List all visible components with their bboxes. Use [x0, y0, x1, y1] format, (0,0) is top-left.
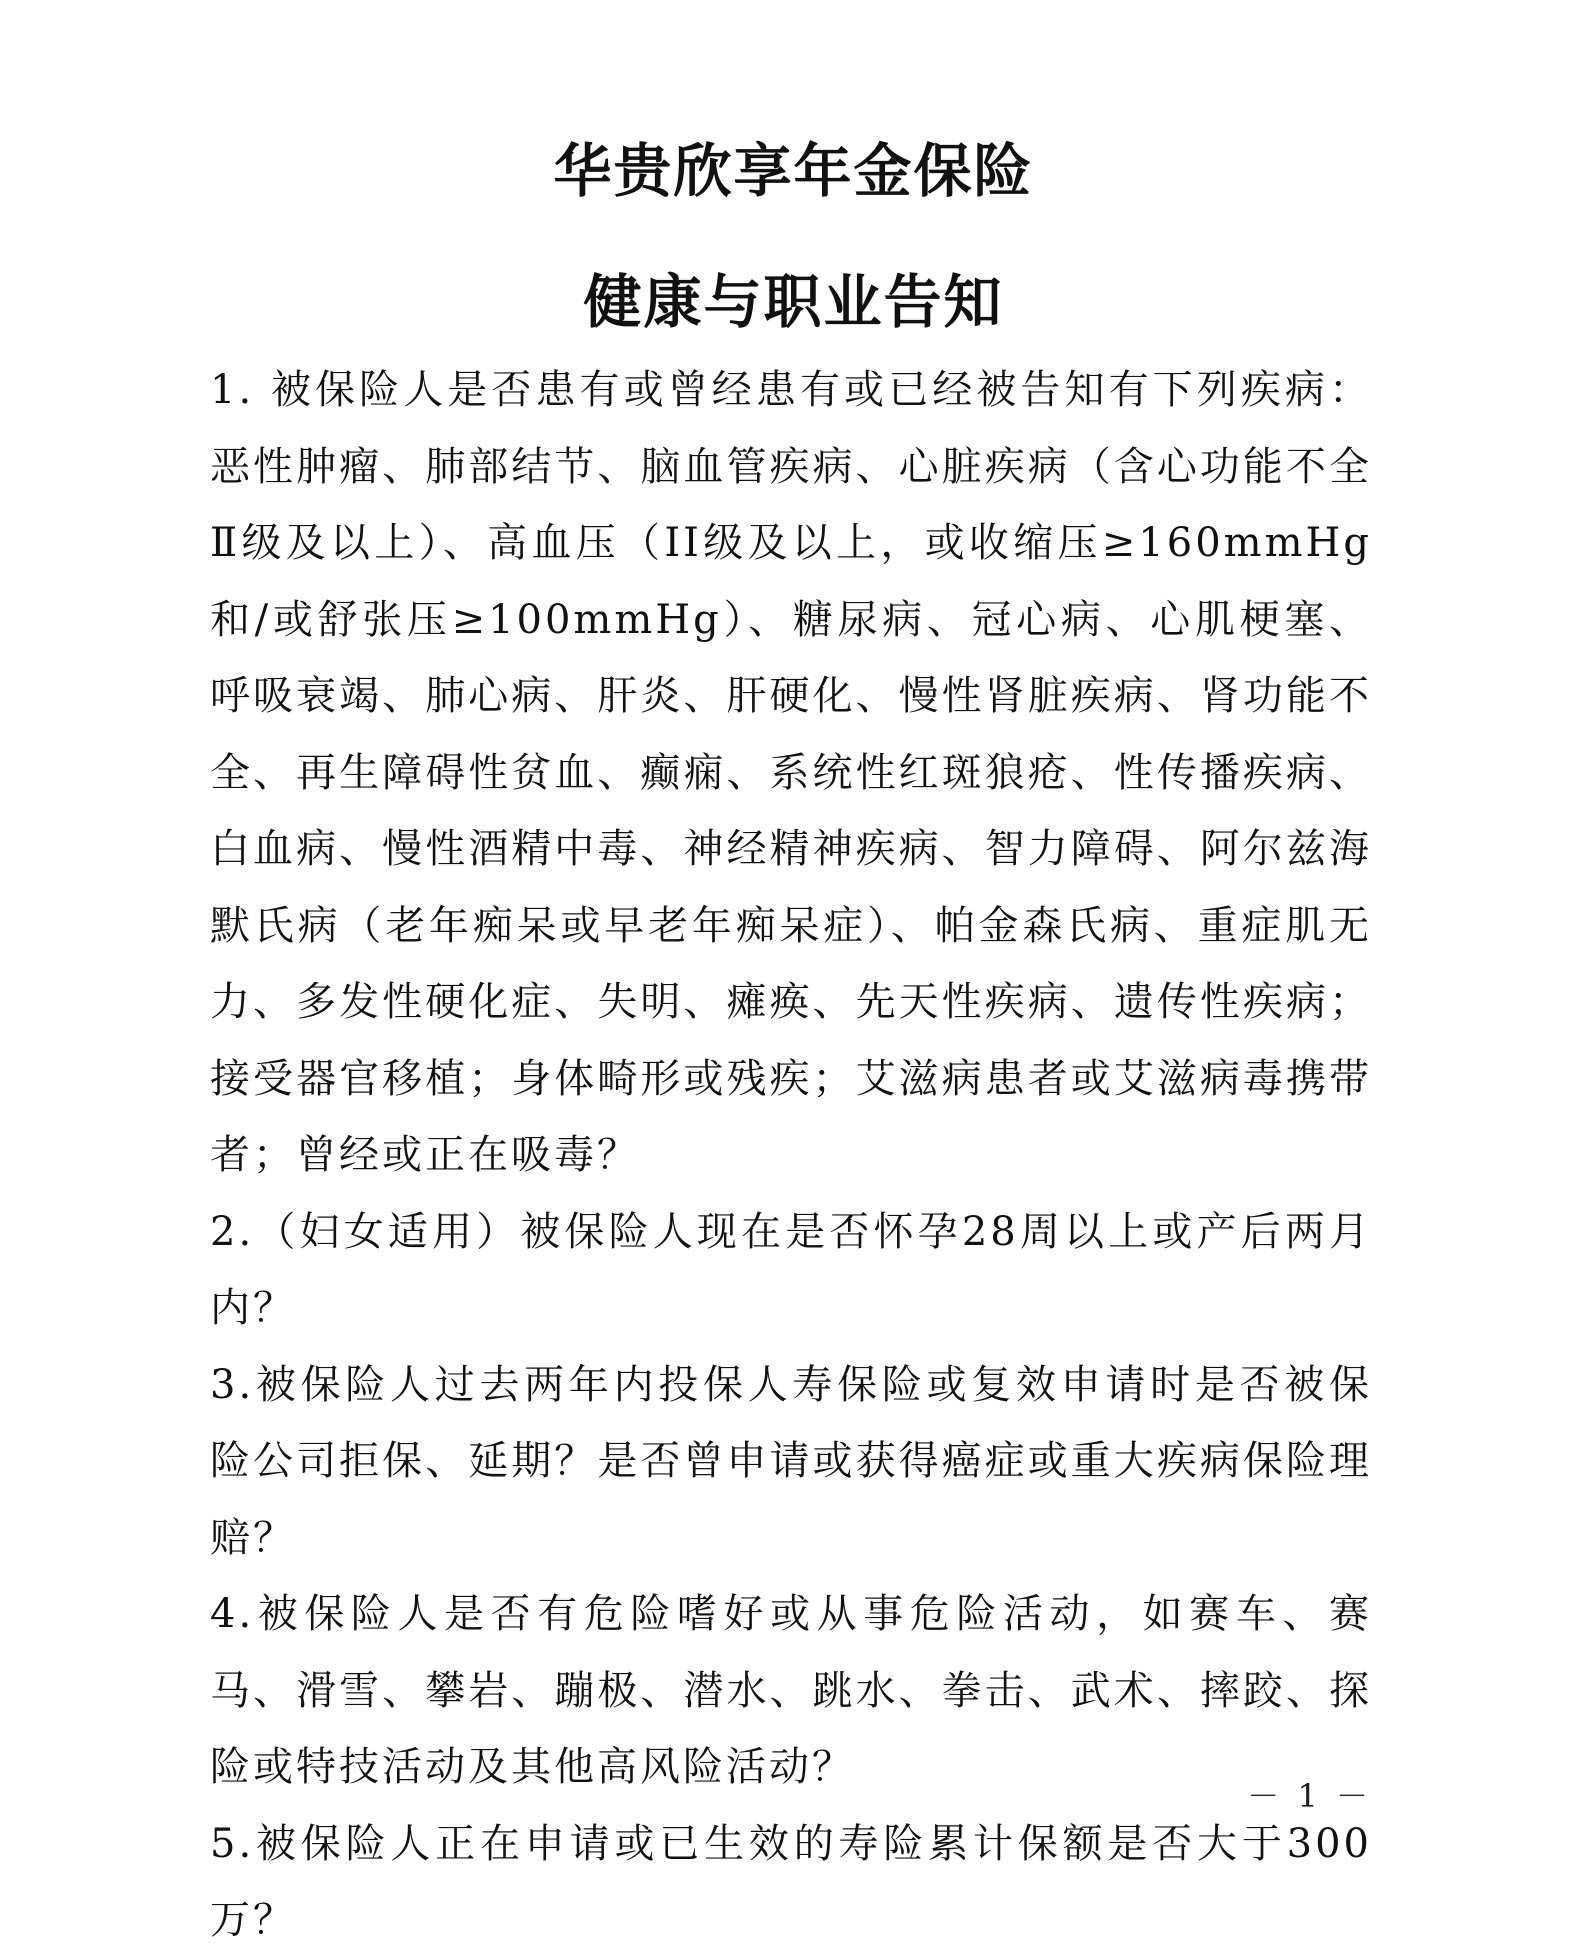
- page-number: － 1 －: [1247, 1777, 1372, 1815]
- document-subtitle: 健康与职业告知: [583, 268, 1004, 336]
- question-4: 4.被保险人是否有危险嗜好或从事危险活动，如赛车、赛马、滑雪、攀岩、蹦极、潜水、跳水、拳击、武术、摔跤、探险或特技活动及其他高风险活动？: [210, 1591, 1372, 1790]
- question-list: [210, 352, 1372, 1959]
- document-title: 华贵欣享年金保险: [553, 137, 1034, 205]
- question-3: 3.被保险人过去两年内投保人寿保险或复效申请时是否被保险公司拒保、延期？是否曾申请或获得癌症或重大疾病保险理赔？: [210, 1361, 1372, 1561]
- question-1: 1. 被保险人是否患有或曾经患有或已经被告知有下列疾病：恶性肿瘤、肺部结节、脑血管疾病、心脏疾病（含心功能不全Ⅱ级及以上）、高血压（II级及以上，或收缩压≥160mmHg和/或舒张压≥100mmHg）、糖尿病、冠心病、心肌梗塞、呼吸衰竭、肺心病、肝炎、肝硬化、慢性肾脏疾病、肾功能不全、再生障碍性贫血、癫痫、系统性红斑狼疮、性传播疾病、白血病、慢性酒精中毒、神经精神疾病、智力障碍、阿尔兹海默氏病（老年痴呆或早老年痴呆症）、帕金森氏病、重症肌无力、多发性硬化症、失明、瘫痪、先天性疾病、遗传性疾病；接受器官移植；身体畸形或残疾；艾滋病患者或艾滋病毒携带者；曾经或正在吸毒？: [210, 367, 1372, 1178]
- question-5: 5.被保险人正在申请或已生效的寿险累计保额是否大于300万？: [210, 1820, 1372, 1943]
- question-2: 2.（妇女适用）被保险人现在是否怀孕28周以上或产后两月内？: [210, 1208, 1372, 1331]
